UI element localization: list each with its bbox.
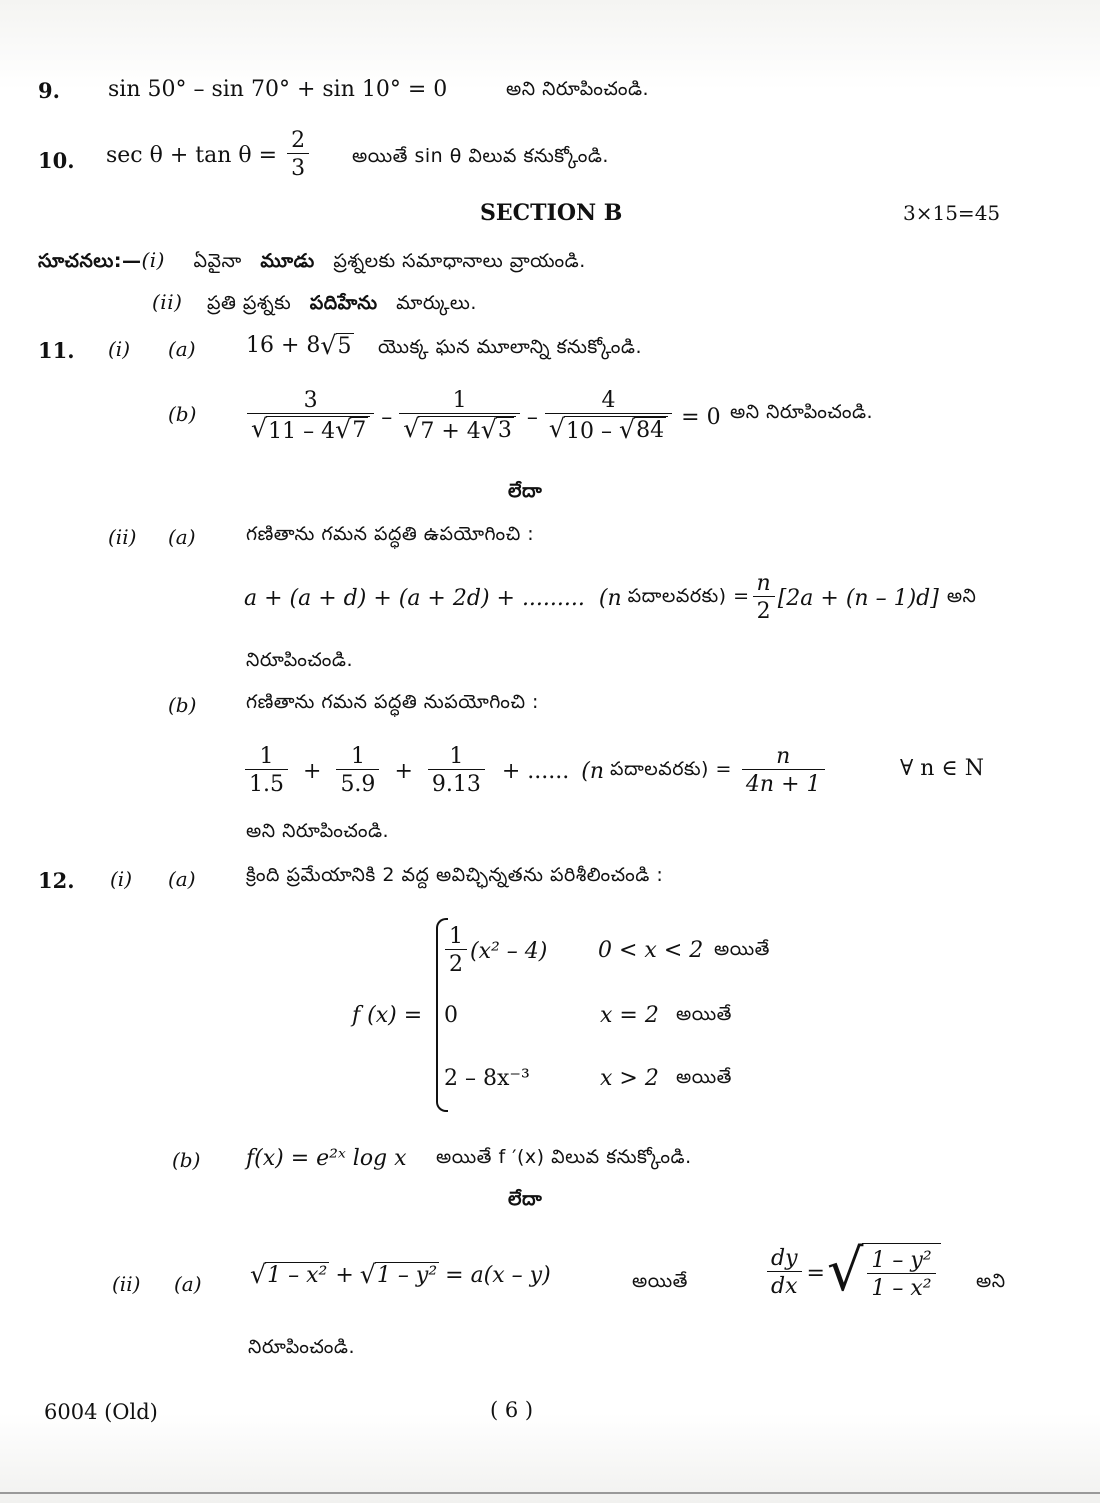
q11-b-den-1-text: 11 – 4: [268, 419, 336, 445]
case-2-cond: x = 2: [600, 1003, 659, 1028]
q11-ii-b-f2-num: 1: [350, 743, 365, 769]
q11-ii-b-dots: + ......: [501, 758, 570, 784]
q11-ii-b-frac-2: [336, 744, 379, 799]
q11-b-frac-3: [545, 388, 672, 446]
q11-a-root: 5: [337, 334, 352, 359]
q11-ii-a-frac-den: 2: [753, 596, 775, 625]
q11-ii-b-rhs-den: 4n + 1: [742, 769, 825, 798]
q11-ii-a-paren: పదాలవరకు) =: [627, 584, 750, 607]
q12-ii-equals: =: [806, 1260, 825, 1286]
q10-fraction: [287, 128, 309, 183]
q10-text: అయితే sin θ విలువ కనుక్కోండి.: [352, 145, 609, 167]
q11-ii-a-ani: అని: [946, 584, 977, 607]
case-3-expr: 2 – 8x⁻³: [444, 1066, 530, 1091]
q11-b-den-2-text: 7 + 4: [420, 419, 481, 445]
q11-or: లేదా: [508, 480, 543, 502]
q12-part-b: (b): [172, 1148, 201, 1172]
case-3-ayite: అయితే: [676, 1066, 732, 1088]
case-1-frac-den: 2: [445, 949, 467, 978]
case-1-cond: 0 < x < 2: [598, 938, 704, 963]
q12-ii-radicand-2: 1 – y²: [376, 1263, 438, 1288]
instruction-i-text-b: ప్రశ్నలకు సమాధానాలు వ్రాయండి.: [333, 250, 586, 272]
q12-ii-sqrt-frac: [867, 1248, 935, 1303]
q11-ii-a-end: నిరూపించండి.: [246, 649, 354, 671]
q11-ii-a-frac-num: n: [756, 570, 771, 596]
q12-ii-big-sqrt: √ $\frac{\text{1 – y²}}{\text{1 – x²}}$: [827, 1243, 941, 1303]
q11-part-b: (b): [168, 402, 197, 426]
q11-ii-b-paren: పదాలవరకు) =: [610, 757, 732, 780]
instruction-i-marker: (i): [141, 248, 165, 272]
question-number-9: 9.: [38, 78, 60, 103]
q10-frac-num: 2: [291, 127, 306, 153]
q12-part-ii: (ii): [112, 1272, 141, 1296]
case-1-expr: (x² – 4): [470, 938, 548, 964]
q12-a-text: క్రింది ప్రమేయానికి 2 వద్ద అవిచ్ఛిన్నతను పరిశీలించండి :: [246, 864, 664, 886]
q11-b-den-3: √ 10 – √ 84: [545, 413, 672, 445]
section-title: SECTION B: [480, 200, 623, 226]
q11-ii-part-b: (b): [168, 693, 197, 717]
q11-b-den-1: √ 11 – 4 √ 7: [247, 413, 374, 445]
q11-ii-b-f3-num: 1: [449, 743, 464, 769]
q12-ii-part-a: (a): [174, 1272, 202, 1296]
case-2-ayite: అయితే: [676, 1003, 732, 1025]
q12-ii-sqrt-2: √ 1 – y²: [359, 1260, 438, 1289]
q11-b-den-3-text: 10 –: [566, 419, 620, 445]
q11-a-sqrt: √ 5: [320, 331, 352, 360]
q11-ii-a-text: గణితాను గమన పద్ధతి ఉపయోగించి :: [246, 523, 535, 545]
q11-ii-a-equation: [244, 566, 976, 630]
q11-ii-a-frac: [753, 571, 775, 626]
q12-ii-dydx: [767, 1246, 802, 1301]
q10-frac-den: 3: [287, 153, 309, 182]
bottom-rule: [0, 1492, 1100, 1494]
q11-b-equation: [244, 380, 721, 454]
q12-ii-sqrt-den: 1 – x²: [867, 1273, 935, 1302]
q11-ii-b-plus-1: +: [303, 758, 322, 784]
page-number: ( 6 ): [490, 1398, 534, 1422]
q11-b-frac-1: [247, 388, 374, 446]
q11-ii-b-forall: ∀ n ∈ N: [900, 756, 984, 781]
instruction-ii-marker: (ii): [152, 290, 183, 314]
paper-code: 6004 (Old): [44, 1400, 158, 1424]
case-1-frac: [445, 924, 467, 979]
q12-ii-dx: dx: [767, 1271, 802, 1300]
instruction-ii-bold: పదిహేను: [309, 292, 378, 314]
q11-a-expr: 16 + 8: [246, 333, 321, 358]
q11-b-den-1-root: 7: [352, 418, 367, 444]
q11-ii-b-f2-den: 5.9: [336, 769, 379, 798]
q11-b-num-3: 4: [601, 388, 616, 414]
q11-ii-b-plus-2: +: [394, 758, 413, 784]
q11-ii-b-f1-den: 1.5: [245, 769, 288, 798]
instructions-line-1: [38, 248, 586, 277]
q11-b-text: అని నిరూపించండి.: [730, 401, 874, 423]
q11-a-text: యొక్క ఘన మూలాన్ని కనుక్కోండి.: [378, 336, 643, 358]
q12-ii-lhs: [250, 1262, 551, 1289]
q11-b-minus-1: –: [381, 404, 393, 430]
q9-expression: sin 50° – sin 70° + sin 10° = 0: [108, 77, 448, 102]
q12-ii-radicand-1: 1 – x²: [267, 1263, 328, 1288]
question-number-10: 10.: [38, 148, 75, 173]
q11-part-ii: (ii): [108, 525, 137, 549]
q11-a-expression: [246, 333, 354, 360]
q12-ii-plus: +: [335, 1263, 354, 1289]
q11-b-frac-2: [399, 388, 520, 446]
instructions-label: సూచనలు:—: [38, 250, 142, 272]
piecewise-case-1: [442, 920, 547, 982]
q11-b-num-1: 3: [303, 388, 318, 414]
q12-ii-end: నిరూపించండి.: [248, 1336, 356, 1358]
instruction-ii-text-b: మార్కులు.: [396, 292, 477, 314]
q12-ii-rhs: = a(x – y): [445, 1263, 551, 1289]
q11-ii-b-f1-num: 1: [259, 743, 274, 769]
question-number-11: 11.: [38, 338, 75, 363]
section-marks: 3×15=45: [903, 201, 1001, 225]
q12-ii-dy: dy: [771, 1245, 798, 1271]
instruction-i-text-a: ఏవైనా: [193, 250, 242, 272]
q12-part-i: (i): [110, 867, 133, 891]
q11-ii-b-end: అని నిరూపించండి.: [246, 820, 390, 842]
q12-ii-sqrt-1: √ 1 – x²: [250, 1260, 328, 1289]
q11-b-den-2-root: 3: [497, 418, 512, 444]
q11-b-num-2: 1: [452, 388, 467, 414]
q11-ii-b-f3-den: 9.13: [428, 769, 485, 798]
q11-b-minus-2: –: [526, 404, 538, 430]
q12-ii-ayite: అయితే: [632, 1270, 688, 1292]
q12-ii-ani: అని: [976, 1270, 1006, 1292]
q11-b-tail: = 0: [681, 404, 721, 430]
q11-ii-b-n: (n: [581, 758, 605, 784]
case-3-cond: x > 2: [600, 1066, 659, 1091]
instructions-line-2: [152, 290, 477, 319]
q12-b-expr: f(x) = e²ˣ log x: [246, 1146, 407, 1171]
q10-lhs: sec θ + tan θ =: [106, 142, 278, 168]
q11-ii-a-sum: a + (a + d) + (a + 2d) + .........: [244, 585, 585, 611]
q11-b-den-3-root: 84: [636, 418, 665, 444]
q12-ii-sqrt-num: 1 – y²: [871, 1248, 932, 1274]
q9-text: అని నిరూపించండి.: [506, 78, 650, 100]
q12-part-a: (a): [168, 867, 196, 891]
q11-ii-part-a: (a): [168, 525, 196, 549]
q11-ii-b-text: గణితాను గమన పద్ధతి నుపయోగించి :: [246, 691, 539, 713]
q11-ii-a-rhs: [2a + (n – 1)d]: [777, 585, 939, 611]
q11-ii-b-equation: [242, 738, 828, 804]
case-1-ayite: అయితే: [714, 938, 770, 960]
instruction-ii-text-a: ప్రతి ప్రశ్నకు: [206, 292, 292, 314]
q12-fx: f (x) =: [352, 1003, 423, 1028]
q11-part-a: (a): [168, 337, 196, 361]
case-1-frac-num: 1: [449, 923, 463, 949]
q11-ii-b-rhs-num: n: [776, 743, 791, 769]
case-2-expr: 0: [444, 1003, 458, 1028]
q11-ii-b-frac-1: [245, 744, 288, 799]
q11-ii-a-n: (n: [598, 585, 622, 611]
instruction-i-bold: మూడు: [260, 250, 315, 272]
q11-part-i: (i): [108, 337, 131, 361]
q12-or: లేదా: [508, 1188, 543, 1210]
q11-ii-b-rhs-frac: [742, 744, 825, 799]
question-number-12: 12.: [38, 868, 75, 893]
q12-b-text: అయితే f ′(x) విలువ కనుక్కోండి.: [436, 1146, 692, 1168]
q12-ii-derivative: [764, 1238, 941, 1308]
q10-equation: [106, 124, 312, 186]
q11-b-den-2: √ 7 + 4 √ 3: [399, 413, 520, 445]
q11-ii-b-frac-3: [428, 744, 485, 799]
